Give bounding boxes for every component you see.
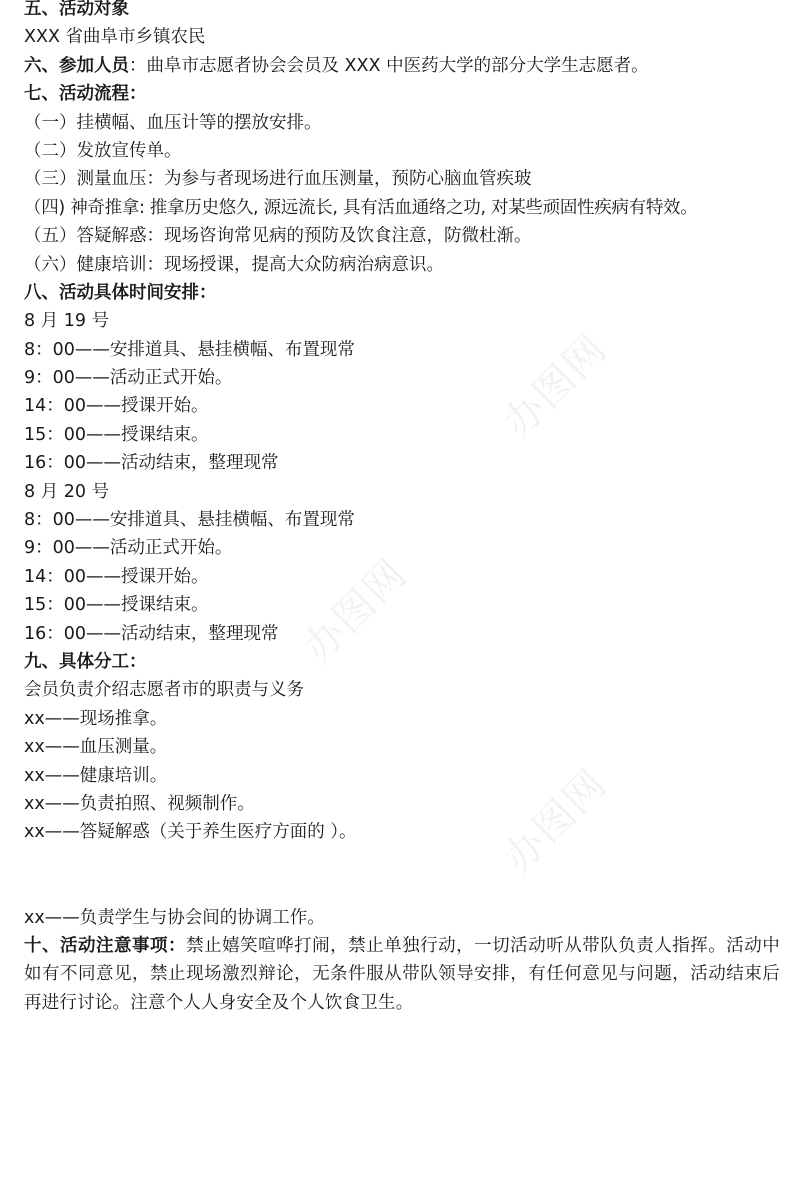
- process-item: （五）答疑解惑：现场咨询常见病的预防及饮食注意，防微杜渐。: [24, 226, 532, 247]
- division-item: xx——负责拍照、视频制作。: [24, 793, 255, 814]
- division-item: xx——血压测量。: [24, 737, 168, 758]
- schedule-item: 16：00——活动结束，整理现常: [24, 623, 279, 644]
- division-item: xx——健康培训。: [24, 765, 168, 786]
- section-heading-7: 七、活动流程：: [24, 84, 147, 105]
- target-audience: XXX 省曲阜市乡镇农民: [24, 27, 206, 48]
- schedule-date: 8 月 19 号: [24, 311, 110, 332]
- notes-paragraph: [24, 932, 780, 1017]
- process-item: （二）发放宣传单。: [24, 140, 182, 161]
- schedule-item: 16：00——活动结束，整理现常: [24, 453, 279, 474]
- schedule-item: 15：00——授课结束。: [24, 595, 209, 616]
- process-item: （三）测量血压：为参与者现场进行血压测量，预防心脑血管疾玻: [24, 169, 532, 190]
- participants-text: ：曲阜市志愿者协会会员及 XXX 中医药大学的部分大学生志愿者。: [129, 55, 649, 76]
- schedule-item: 8：00——安排道具、悬挂横幅、布置现常: [24, 339, 355, 360]
- schedule-item: 9：00——活动正式开始。: [24, 538, 233, 559]
- section-heading-5: 五、活动对象: [24, 0, 129, 19]
- schedule-item: 8：00——安排道具、悬挂横幅、布置现常: [24, 510, 355, 531]
- notes-text: 禁止嬉笑喧哗打闹，禁止单独行动，一切活动听从带队负责人指挥。活动中如有不同意见，禁止现场激烈辩论，无条件服从带队领导安排，有任何意见与问题，活动结束后再进行讨论。注意个人人身安全及个人饮食卫生。: [24, 935, 780, 1013]
- schedule-item: 14：00——授课开始。: [24, 566, 209, 587]
- division-item: xx——现场推拿。: [24, 708, 168, 729]
- process-item: （四) 神奇推拿: 推拿历史悠久, 源远流长, 具有活血通络之功, 对某些顽固性疾病有特效。: [24, 197, 698, 218]
- watermark: 办图网: [294, 550, 417, 672]
- participants-line: [24, 52, 780, 80]
- blank-gap: [24, 847, 780, 904]
- watermark: 办图网: [494, 325, 617, 447]
- schedule-item: 15：00——授课结束。: [24, 424, 209, 445]
- process-item: （六）健康培训：现场授课，提高大众防病治病意识。: [24, 254, 444, 275]
- section-heading-8: 八、活动具体时间安排：: [24, 282, 217, 303]
- section-heading-6: 六、参加人员: [24, 55, 129, 76]
- section-heading-10: 十、活动注意事项：: [24, 935, 187, 956]
- schedule-date: 8 月 20 号: [24, 481, 110, 502]
- process-item: （一）挂横幅、血压计等的摆放安排。: [24, 112, 322, 133]
- document-body: [24, 0, 780, 1017]
- schedule-item: 14：00——授课开始。: [24, 396, 209, 417]
- schedule-item: 9：00——活动正式开始。: [24, 368, 233, 389]
- division-item: 会员负责介绍志愿者市的职责与义务: [24, 680, 304, 701]
- section-heading-9: 九、具体分工：: [24, 651, 147, 672]
- watermark: 办图网: [494, 760, 617, 882]
- division-item: xx——答疑解惑（关于养生医疗方面的 ）。: [24, 822, 357, 843]
- division-item: xx——负责学生与协会间的协调工作。: [24, 907, 325, 928]
